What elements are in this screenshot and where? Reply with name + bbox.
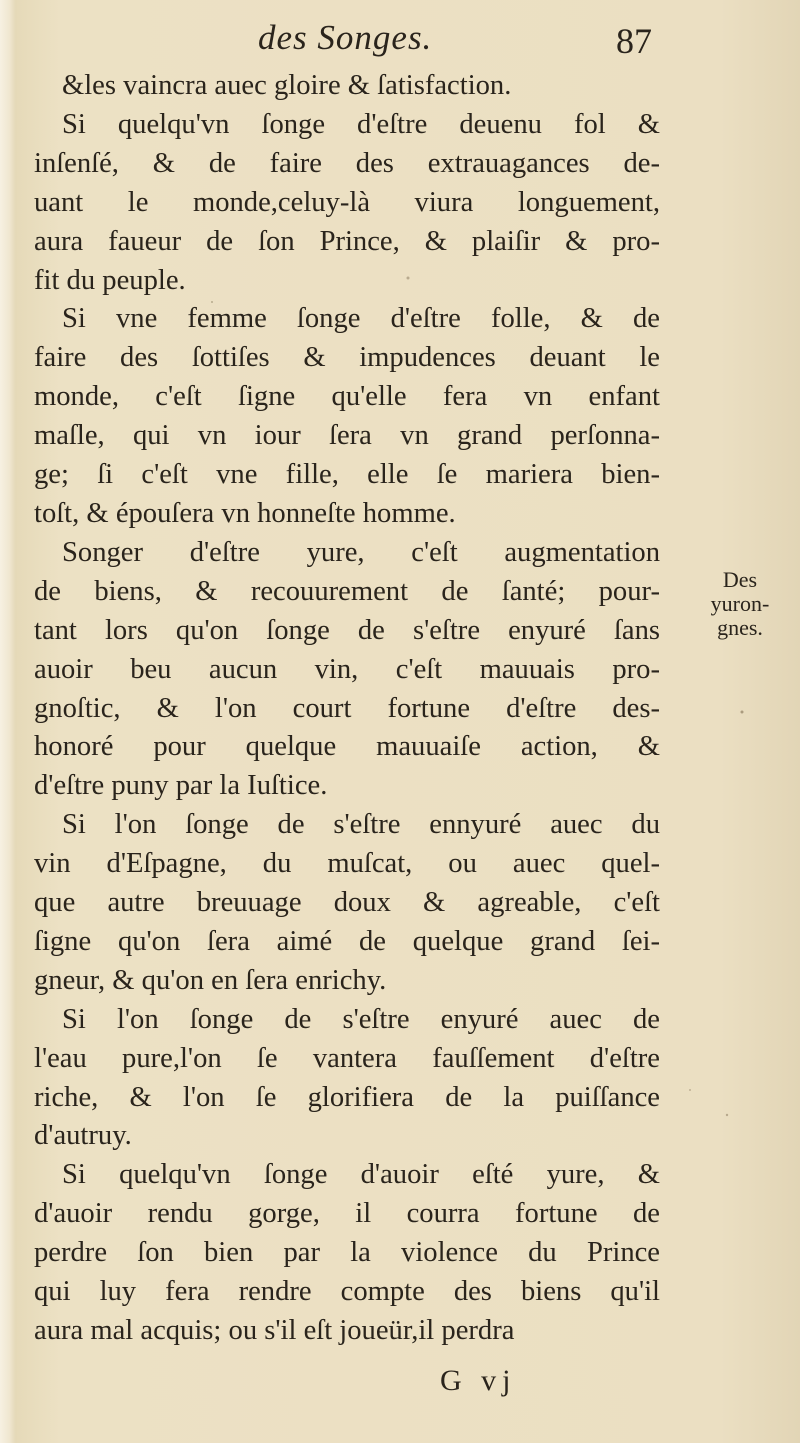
text-line: gneur, & qu'on en ſera enrichy.	[34, 964, 387, 996]
text-line: de biens, & recouurement de ſanté; pour-	[34, 575, 660, 607]
page-header	[0, 14, 800, 64]
text-line: gnoſtic, & l'on court fortune d'eſtre des-	[34, 692, 660, 724]
text-line: aura faueur de ſon Prince, & plaiſir & pro-	[34, 225, 660, 257]
text-line: qui luy fera rendre compte des biens qu'il	[34, 1276, 660, 1308]
margin-note	[690, 568, 790, 640]
signature-mark: G vj	[440, 1364, 517, 1397]
text-line: ſigne qu'on ſera aimé de quelque grand ſei-	[34, 925, 660, 957]
margin-note-line: yuron-	[710, 591, 770, 616]
page-gutter	[0, 0, 16, 1443]
text-line: Si l'on ſonge de s'eſtre ennyuré auec du	[62, 809, 660, 841]
text-line: Si quelqu'vn ſonge d'eſtre deuenu fol &	[62, 108, 660, 140]
text-line: inſenſé, & de faire des extrauagances de-	[34, 147, 660, 179]
text-line: &les vaincra auec gloire & ſatisfaction.	[62, 70, 512, 101]
text-line: perdre ſon bien par la violence du Prince	[34, 1237, 660, 1269]
text-line: Songer d'eſtre yure, c'eſt augmentation	[62, 536, 660, 568]
text-line: d'auoir rendu gorge, il courra fortune de	[34, 1198, 660, 1230]
text-line: maſle, qui vn iour ſera vn grand perſonna-	[34, 420, 660, 452]
text-line: que autre breuuage doux & agreable, c'eſt	[34, 887, 660, 919]
body-text	[34, 67, 660, 1351]
text-line: l'eau pure,l'on ſe vantera fauſſement d'eſtre	[34, 1042, 660, 1074]
text-line: ge; ſi c'eſt vne fille, elle ſe mariera bien-	[34, 459, 660, 491]
text-line: d'eſtre puny par la Iuſtice.	[34, 770, 328, 802]
text-line: honoré pour quelque mauuaiſe action, &	[34, 731, 660, 763]
text-line: tant lors qu'on ſonge de s'eſtre enyuré ſans	[34, 614, 660, 646]
text-line: Si vne femme ſonge d'eſtre folle, & de	[62, 303, 660, 335]
page-number: 87	[616, 21, 652, 61]
margin-note-line: Des	[722, 567, 758, 592]
text-line: aura mal acquis; ou s'il eſt joueür,il perdra	[34, 1315, 515, 1346]
text-line: d'autruy.	[34, 1120, 132, 1152]
text-line: riche, & l'on ſe glorifiera de la puiſſance	[34, 1081, 660, 1113]
text-line: faire des ſottiſes & impudences deuant le	[34, 342, 660, 374]
margin-note-line: gnes.	[717, 615, 763, 640]
text-line: auoir beu aucun vin, c'eſt mauuais pro-	[34, 653, 660, 685]
text-line: monde, c'eſt ſigne qu'elle fera vn enfant	[34, 381, 660, 413]
text-line: toſt, & épouſera vn honneſte homme.	[34, 497, 456, 529]
text-line: fit du peuple.	[34, 264, 186, 296]
text-line: uant le monde,celuy-là viura longuement,	[34, 186, 660, 218]
running-title: des Songes.	[258, 18, 433, 57]
text-line: vin d'Eſpagne, du muſcat, ou auec quel-	[34, 848, 660, 880]
text-line: Si l'on ſonge de s'eſtre enyuré auec de	[62, 1003, 660, 1035]
text-line: Si quelqu'vn ſonge d'auoir eſté yure, &	[62, 1159, 660, 1191]
